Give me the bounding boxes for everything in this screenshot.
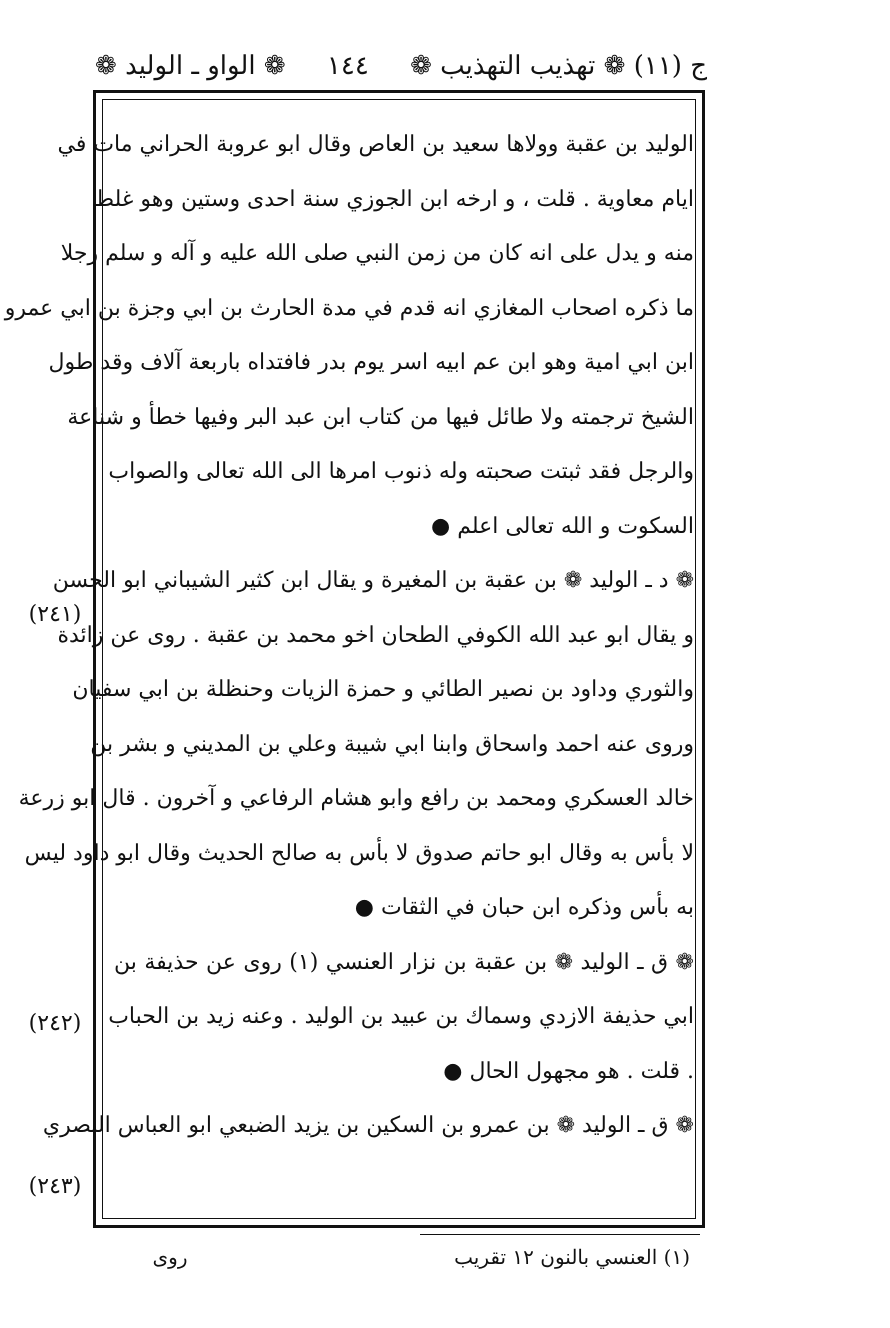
entry-heading-line: ❁ ق ـ الوليد ❁ بن عقبة بن نزار العنسي (١) روى عن حذيفة بن [114,949,694,975]
running-header [95,44,707,88]
entry-number-243: (٢٤٣) [28,1174,82,1199]
text-line: ابن ابي امية وهو ابن عم ابيه اسر يوم بدر فافتداه باربعة آلاف وقد طول [48,350,694,375]
text-line: به بأس وذكره ابن حبان في الثقات ● [354,895,694,920]
entry-heading-line: ❁ ق ـ الوليد ❁ بن عمرو بن السكين بن يزيد الضبعي ابو العباس البصري [42,1113,694,1138]
text-line: والثوري وداود بن نصير الطائي و حمزة الزيات وحنظلة بن ابي سفيان [72,677,694,702]
text-line: خالد العسكري ومحمد بن رافع وابو هشام الرفاعي و آخرون . قال ابو زرعة [18,786,694,811]
header-section: ❁ الواو ـ الوليد ❁ [95,51,286,81]
text-line: و يقال ابو عبد الله الكوفي الطحان اخو محمد بن عقبة . روى عن زائدة [57,622,694,648]
footnote: (١) العنسي بالنون ١٢ تقريب [454,1245,690,1269]
text-line: . قلت . هو مجهول الحال ● [443,1058,694,1084]
text-line: الوليد بن عقبة وولاها سعيد بن العاص وقال ابو عروبة الحراني مات في [57,132,694,157]
entry-number-242: (٢٤٢) [28,1011,82,1036]
text-line: السكوت و الله تعالى اعلم ● [431,513,694,539]
entry-heading-line: ❁ د ـ الوليد ❁ بن عقبة بن المغيرة و يقال ابن كثير الشيباني ابو الحسن [52,568,694,593]
text-line: لا بأس به وقال ابو حاتم صدوق لا بأس به صالح الحديث وقال ابو داود ليس [24,840,694,866]
text-line: والرجل فقد ثبتت صحبته وله ذنوب امرها الى الله تعالى والصواب [108,459,694,484]
text-line: منه و يدل على انه كان من زمن النبي صلى الله عليه و آله و سلم رجلا [60,241,694,266]
text-line: ما ذكره اصحاب المغازي انه قدم في مدة الحارث بن ابي وجزة بن ابي عمرو [4,295,694,321]
text-line: الشيخ ترجمته ولا طائل فيها من كتاب ابن عبد البر وفيها خطأ و شناعة [67,404,694,430]
text-line: وروى عنه احمد واسحاق وابنا ابي شيبة وعلي بن المديني و بشر بن [90,731,694,757]
entry-number-241: (٢٤١) [28,602,82,627]
text-line: ايام معاوية . قلت ، و ارخه ابن الجوزي سنة احدى وستين وهو غلط [93,186,694,212]
footnote-rule [420,1234,700,1235]
header-page-number: ١٤٤ [326,51,369,81]
catchword: روى [152,1245,188,1269]
header-volume-title: ج (١١) ❁ تهذيب التهذيب ❁ [410,51,707,81]
text-line: ابي حذيفة الازدي وسماك بن عبيد بن الوليد . وعنه زيد بن الحباب [108,1004,694,1029]
